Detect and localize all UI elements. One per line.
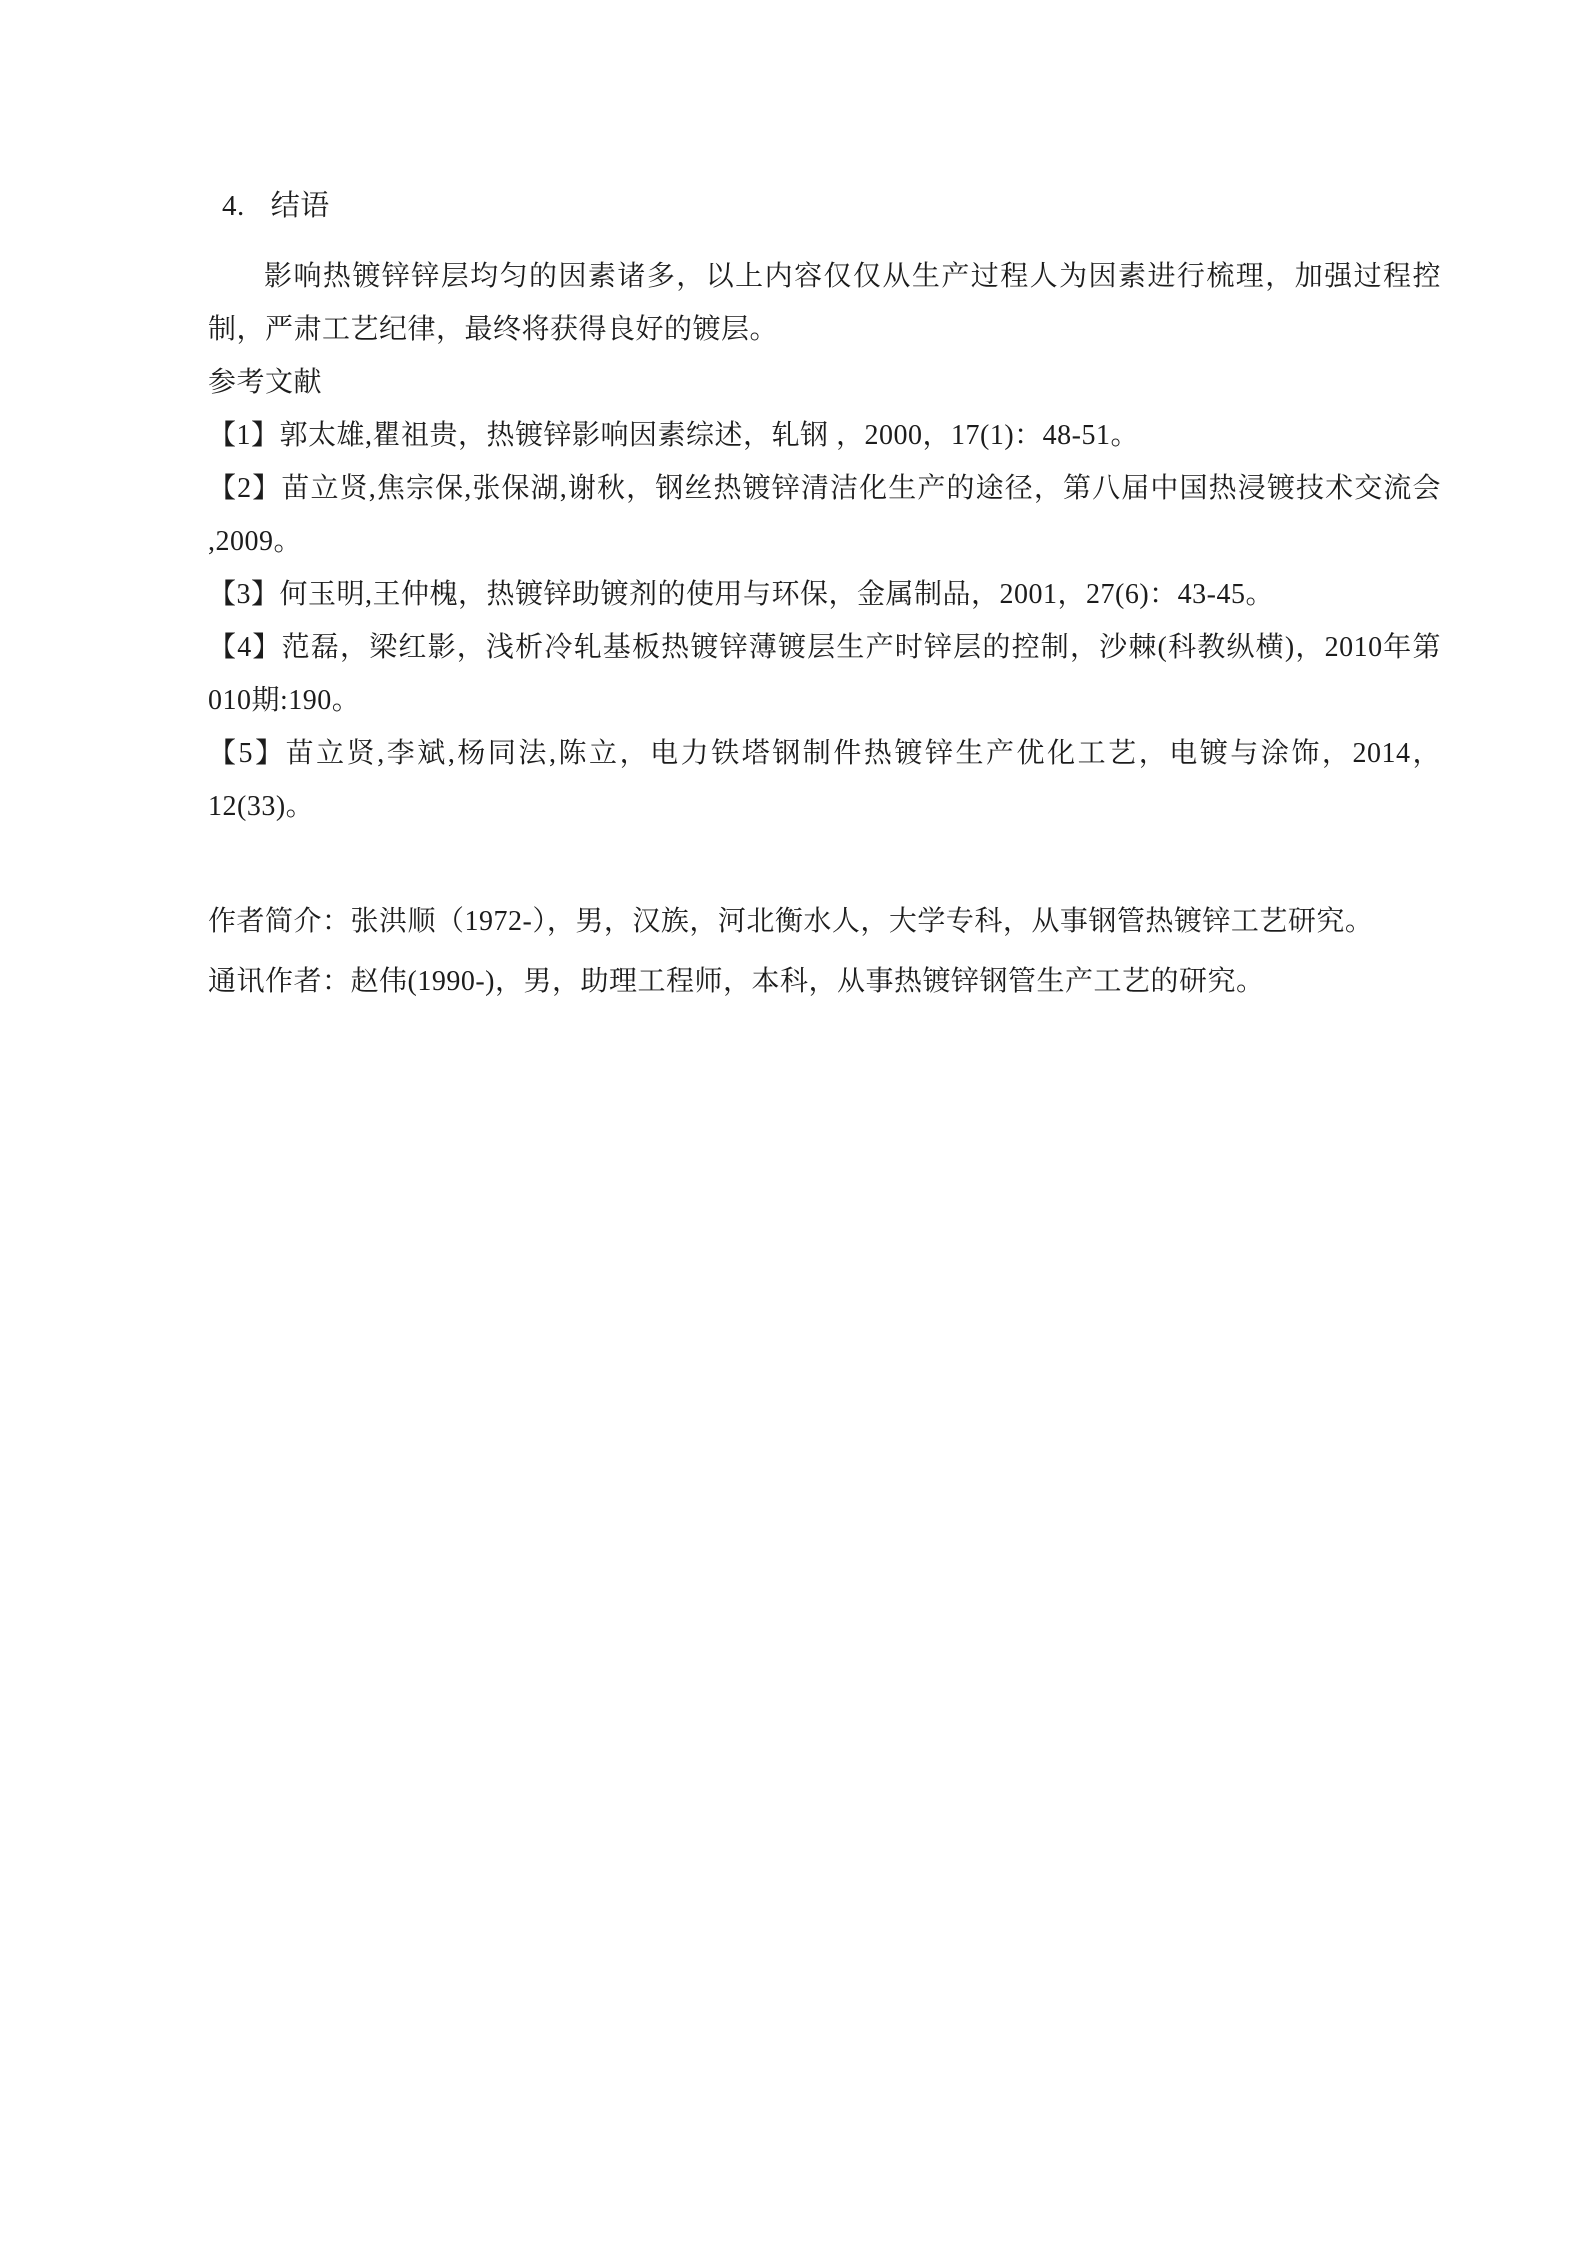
reference-item: 【1】郭太雄,瞿祖贵，热镀锌影响因素综述，轧钢 ，2000，17(1)：48-51。 (208, 420, 1139, 451)
section-heading (208, 180, 1441, 233)
references-heading: 参考文献 (208, 367, 323, 398)
conclusion-paragraph: 影响热镀锌锌层均匀的因素诸多，以上内容仅仅从生产过程人为因素进行梳理，加强过程控制，严肃工艺纪律，最终将获得良好的镀层。 (208, 261, 1441, 345)
authors-block (208, 899, 1441, 1005)
page-content (208, 180, 1441, 1019)
author-bio: 作者简介：张洪顺（1972-），男，汉族，河北衡水人，大学专科，从事钢管热镀锌工艺研究。 (208, 906, 1374, 937)
reference-item: 【4】范磊，梁红影，浅析冷轧基板热镀锌薄镀层生产时锌层的控制，沙棘(科教纵横)，2010年第010期:190。 (208, 632, 1441, 716)
section-number: 4. (222, 190, 245, 222)
reference-item: 【2】苗立贤,焦宗保,张保湖,谢秋，钢丝热镀锌清洁化生产的途径，第八届中国热浸镀技术交流会 ,2009。 (208, 473, 1441, 557)
reference-item: 【3】何玉明,王仲槐，热镀锌助镀剂的使用与环保，金属制品，2001，27(6)：43-45。 (208, 579, 1274, 610)
reference-item: 【5】苗立贤,李斌,杨同法,陈立，电力铁塔钢制件热镀锌生产优化工艺，电镀与涂饰，2014，12(33)。 (208, 738, 1441, 822)
corresponding-author: 通讯作者：赵伟(1990-)，男，助理工程师，本科，从事热镀锌钢管生产工艺的研究。 (208, 966, 1265, 997)
section-title: 结语 (270, 190, 330, 222)
